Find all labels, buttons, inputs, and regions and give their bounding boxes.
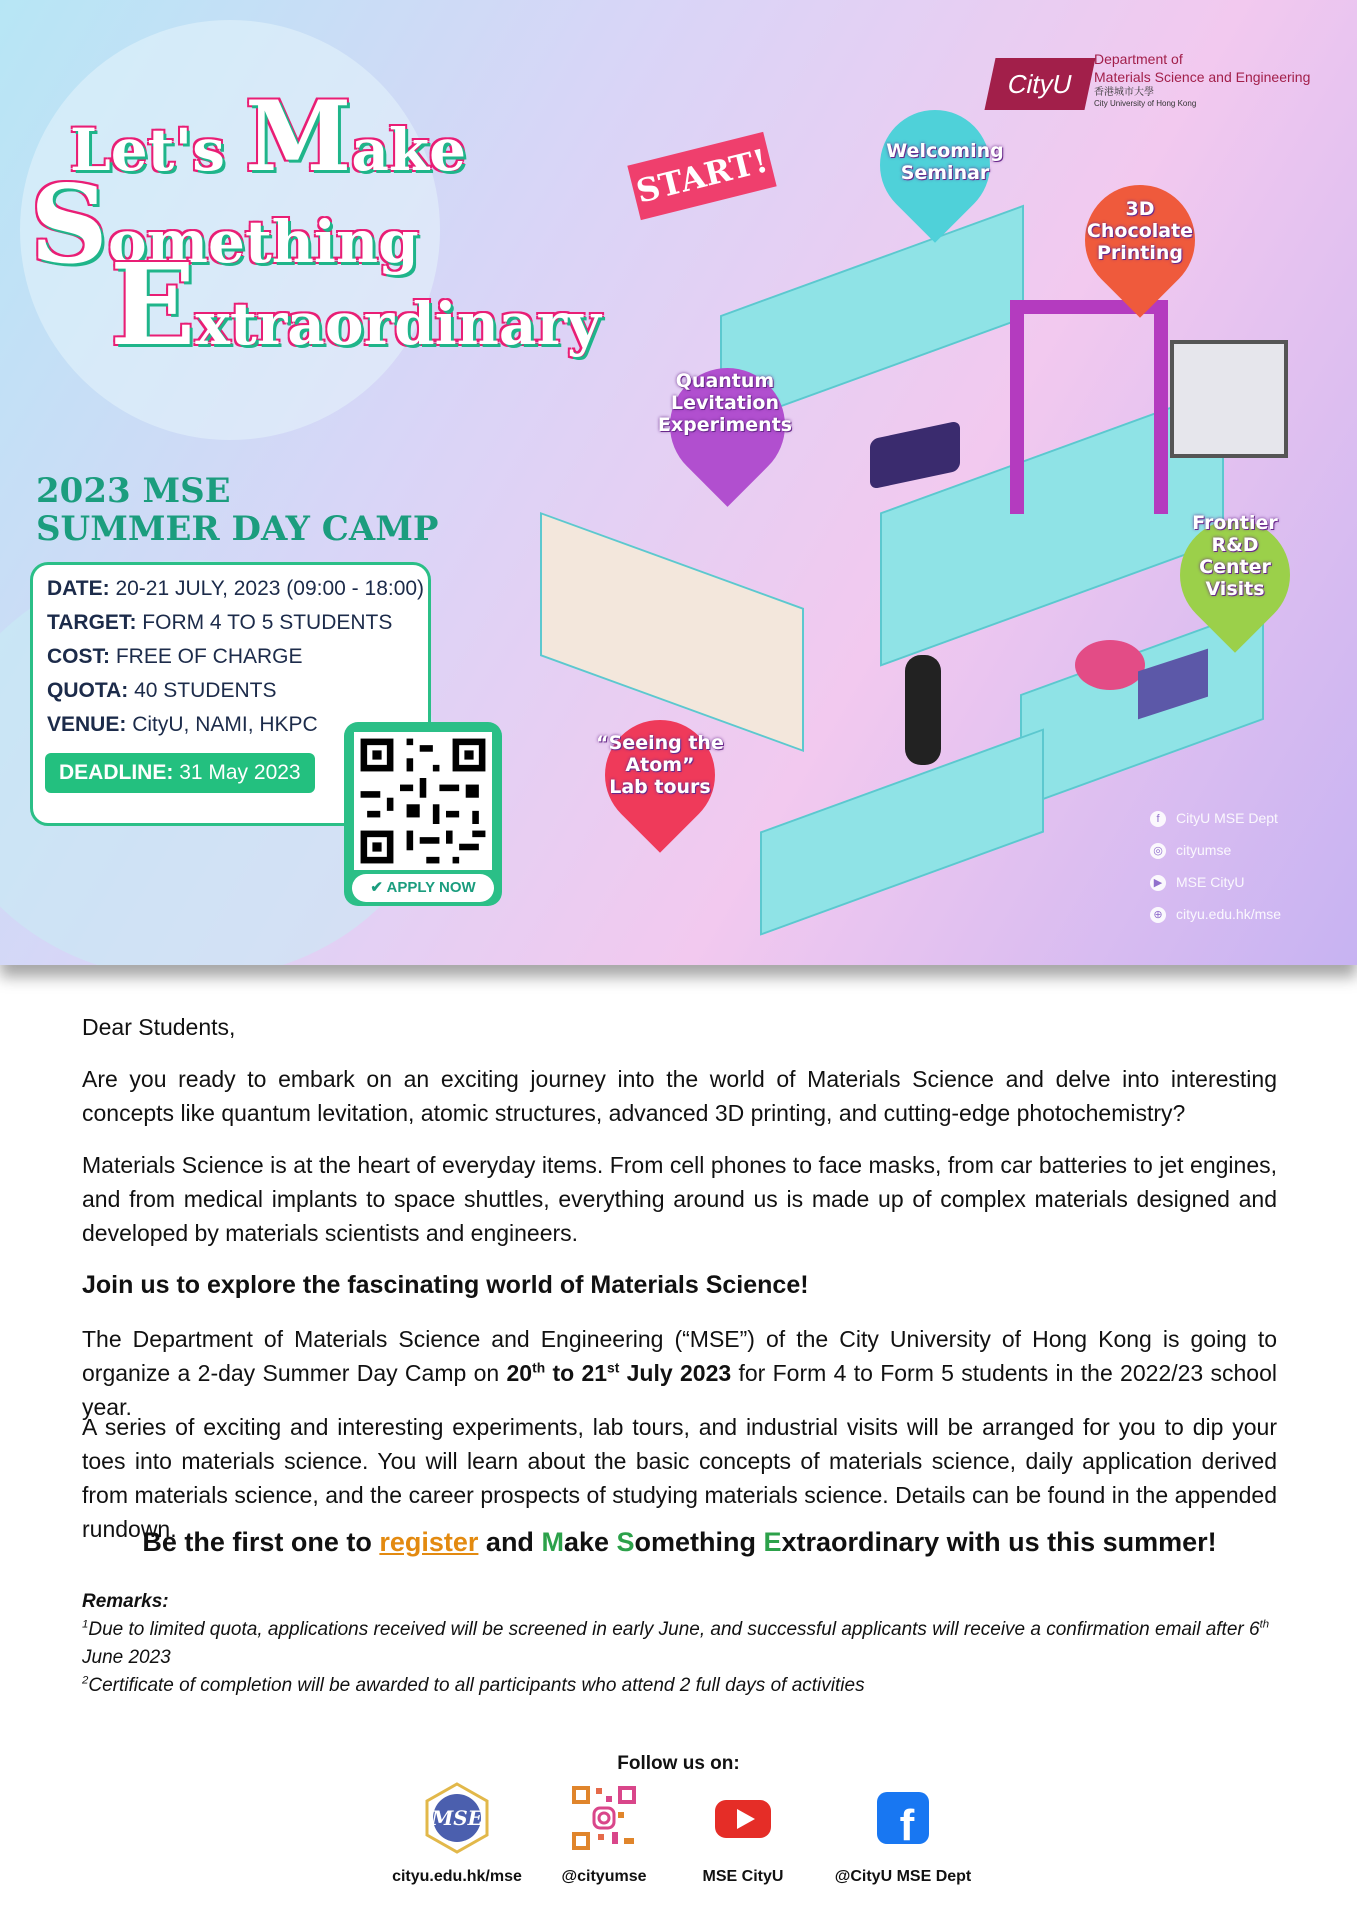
camp-name: SUMMER DAY CAMP	[36, 509, 439, 549]
poster-social-facebook[interactable]: f CityU MSE Dept	[1150, 810, 1278, 827]
follow-us-title: Follow us on:	[617, 1753, 740, 1774]
microscope-icon	[905, 655, 941, 765]
deadline-badge: DEADLINE: 31 May 2023	[45, 753, 315, 793]
info-quota: QUOTA: 40 STUDENTS	[47, 679, 277, 702]
paragraph-intro: Are you ready to embark on an exciting journey into the world of Materials Science and delve into interesting concepts like quantum levitation, atomic structures, advanced 3D printing, and cutting-edge photochemistry?	[82, 1066, 1277, 1126]
follow-website[interactable]: MSE cityu.edu.hk/mse	[372, 1782, 542, 1886]
youtube-icon	[707, 1782, 779, 1854]
title-text: omething	[108, 208, 419, 276]
pin-welcoming-seminar: Welcoming Seminar	[886, 140, 1004, 184]
qr-code-icon[interactable]	[354, 732, 492, 870]
register-link[interactable]: register	[379, 1527, 479, 1557]
svg-text:f: f	[899, 1801, 915, 1850]
paragraph-activities: A series of exciting and interesting experiments, lab tours, and industrial visits will be arranged for you to dip your toes into materials science. You will learn about the basic concepts of materials science, daily application derived from materials science, and the career prospects of studying materials science. Details can be found in the appended rundown.	[82, 1414, 1277, 1542]
follow-youtube[interactable]: MSE CityU	[658, 1782, 828, 1886]
apply-now-button[interactable]: ✔ APPLY NOW	[352, 874, 494, 902]
phone	[870, 420, 960, 489]
call-to-action: Be the first one to register and Make Something Extraordinary with us this summer!	[142, 1527, 1217, 1557]
platform	[760, 728, 1044, 935]
info-target: TARGET: FORM 4 TO 5 STUDENTS	[47, 611, 393, 634]
start-sign: START!	[627, 132, 776, 220]
title-capital-s: S	[30, 162, 108, 288]
printer-box	[1170, 340, 1288, 458]
info-venue: VENUE: CityU, NAMI, HKPC	[47, 713, 318, 736]
poster-social-website[interactable]: ⊕ cityu.edu.hk/mse	[1150, 906, 1281, 923]
sample-dish	[1075, 640, 1145, 690]
pin-frontier-rd: Frontier R&D Center Visits	[1192, 512, 1278, 600]
qr-code-graphic	[354, 732, 492, 870]
greeting: Dear Students,	[82, 1014, 236, 1040]
poster-title	[30, 70, 640, 370]
camp-title	[36, 472, 438, 548]
title-capital-e: E	[110, 240, 196, 371]
mse-logo-icon	[421, 1782, 493, 1854]
cityu-logo: CityU	[984, 58, 1095, 110]
paragraph-camp-details: The Department of Materials Science and Engineering (“MSE”) of the City University of Hong Kong is going to organize a 2-day Summer Day Camp on 20th to 21st July 2023 for Form 4 to Form 5 students in the 2022/23 school year.	[82, 1326, 1277, 1420]
poster-social-youtube[interactable]: ▶ MSE CityU	[1150, 874, 1244, 891]
youtube-icon: ▶	[1150, 875, 1166, 891]
facebook-icon	[867, 1782, 939, 1854]
instagram-icon: ◎	[1150, 843, 1166, 859]
title-capital-m: M	[245, 80, 352, 193]
svg-text:MSE: MSE	[431, 1806, 483, 1830]
follow-facebook[interactable]: f @CityU MSE Dept	[818, 1782, 988, 1886]
department-name: Department of Materials Science and Engineering 香港城市大學 City University of Hong Kong	[1094, 51, 1311, 108]
remark-1: $^1$Due to limited quota, applications received will be screened in early June, and successful applicants will receive a confirmation email after 6th June 2023	[82, 1618, 1270, 1668]
remark-2: $^2$Certificate of completion will be awarded to all participants who attend 2 full days of activities	[82, 1674, 865, 1696]
title-text: ake	[351, 116, 467, 184]
remarks-title: Remarks:	[82, 1591, 169, 1612]
follow-instagram[interactable]: @cityumse	[519, 1782, 689, 1886]
info-cost: COST: FREE OF CHARGE	[47, 645, 303, 668]
title-text: xtraordinary	[195, 290, 601, 358]
globe-icon: ⊕	[1150, 907, 1166, 923]
poster-social-instagram[interactable]: ◎ cityumse	[1150, 842, 1231, 859]
camp-year: 2023 MSE	[36, 471, 231, 511]
apply-qr-card[interactable]	[344, 722, 502, 906]
instagram-qr-icon	[568, 1782, 640, 1854]
pin-quantum-levitation: Quantum Levitation Experiments	[657, 370, 793, 436]
join-us-heading: Join us to explore the fascinating world of Materials Science!	[82, 1271, 809, 1299]
paragraph-materials-science: Materials Science is at the heart of everyday items. From cell phones to face masks, from car batteries to jet engines, and from medical implants to space shuttles, everything around us is made up of complex materials designed and developed by materials scientists and engineers.	[82, 1152, 1277, 1246]
info-date: DATE: 20-21 JULY, 2023 (09:00 - 18:00)	[47, 577, 425, 600]
3d-printer	[1010, 300, 1168, 514]
pin-seeing-atom: “Seeing the Atom” Lab tours	[596, 732, 724, 798]
pin-3d-chocolate-printing: 3D Chocolate Printing	[1086, 198, 1194, 264]
facebook-icon: f	[1150, 811, 1166, 827]
lab-room	[540, 512, 804, 752]
title-text: Let's	[70, 116, 246, 184]
